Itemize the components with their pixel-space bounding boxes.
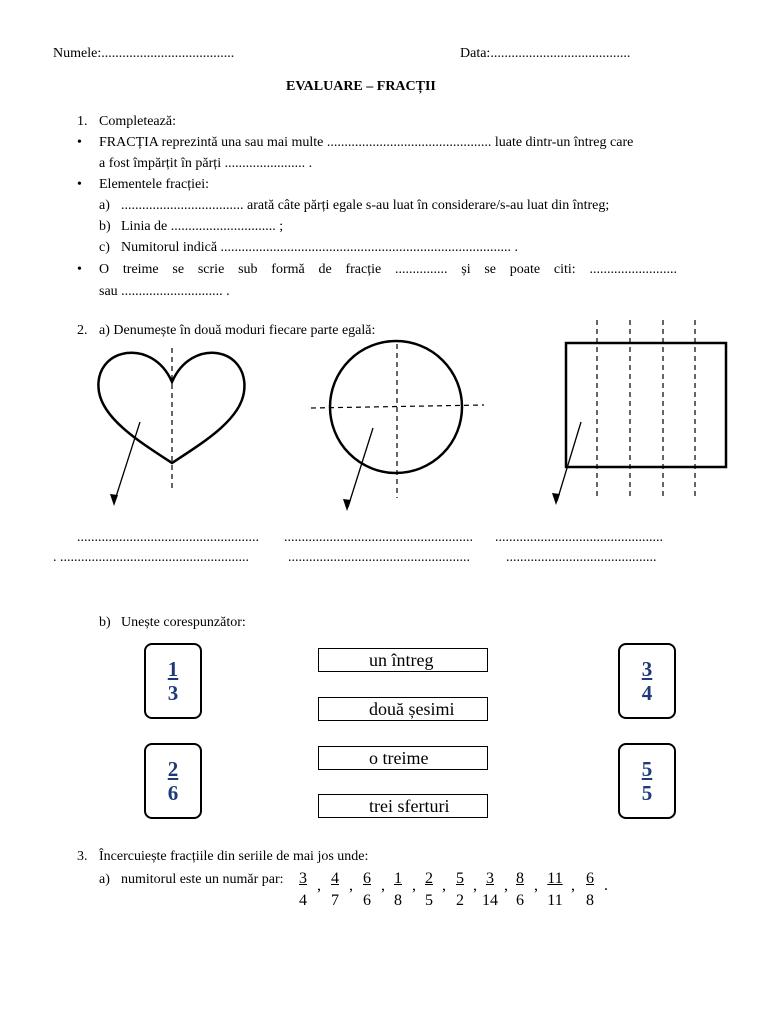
answer-line-1[interactable]: .................................................... — [77, 530, 259, 545]
date-field[interactable]: Data:........................................ — [460, 46, 631, 61]
q1-heading: Completează: — [99, 114, 176, 129]
rect-arrowhead — [552, 493, 560, 505]
series-fraction[interactable]: 5 2 — [456, 870, 464, 909]
fraction-card-three-fourths[interactable] — [618, 643, 676, 719]
heart-arrowhead — [110, 494, 118, 506]
series-fraction[interactable]: 1 8 — [394, 870, 402, 909]
series-separator: , — [504, 877, 508, 894]
series-separator: , — [571, 877, 575, 894]
q1-bullet-definition: • FRACȚIA reprezintă una sau mai multe ............................................... luate dintr-un întreg care — [99, 135, 633, 151]
fraction-denominator: 4 — [641, 681, 653, 705]
fraction-numerator: 1 — [167, 657, 179, 681]
series-fraction[interactable]: 2 5 — [425, 870, 433, 909]
series-end: . — [604, 877, 608, 894]
q1-item-c-text: Numitorul indică ................................................................................... . — [121, 240, 519, 255]
q1-definition-line2: a fost împărțit în părți ....................... . — [99, 156, 313, 171]
answer-line-6[interactable]: ........................................... — [506, 550, 657, 565]
series-separator: , — [534, 877, 538, 894]
q1-item-b-label: b) — [99, 219, 111, 234]
q1-bullet-third: • O treime se scrie sub formă de fracție ............... și se poate citi: ......................... — [99, 262, 677, 278]
series-separator: , — [317, 877, 321, 894]
fraction-numerator: 5 — [641, 757, 653, 781]
name-field[interactable]: Numele:...................................... — [53, 46, 235, 61]
fraction-numerator: 2 — [167, 757, 179, 781]
q2-a-text: a) Denumește în două moduri fiecare parte egală: — [99, 323, 376, 338]
series-separator: , — [412, 877, 416, 894]
series-fraction[interactable]: 4 7 — [331, 870, 339, 909]
series-fraction[interactable]: 6 8 — [586, 870, 594, 909]
fraction-card-one-third[interactable] — [144, 643, 202, 719]
q2-b-text: Unește corespunzător: — [121, 615, 246, 630]
q3-a-text: numitorul este un număr par: — [121, 872, 284, 887]
series-fraction[interactable]: 3 4 — [299, 870, 307, 909]
answer-line-5[interactable]: .................................................... — [288, 550, 470, 565]
series-separator: , — [473, 877, 477, 894]
answer-line-4[interactable]: . ...................................................... — [53, 550, 249, 565]
q1-item-a-text: ................................... arată câte părți egale s-au luat în considerare/s-au luat din întreg; — [121, 198, 610, 213]
fraction-denominator: 6 — [167, 781, 179, 805]
series-separator: , — [442, 877, 446, 894]
q2-b-label: b) — [99, 615, 111, 630]
page-title: EVALUARE – FRACȚII — [286, 79, 436, 94]
series-fraction[interactable]: 6 6 — [363, 870, 371, 909]
heart-arrow — [114, 422, 140, 503]
word-box-o-treime[interactable]: o treime — [318, 746, 488, 770]
word-box-un-intreg[interactable]: un întreg — [318, 648, 488, 672]
q1-item-a-label: a) — [99, 198, 110, 213]
series-fraction[interactable]: 11 11 — [547, 870, 563, 909]
series-fraction[interactable]: 3 14 — [482, 870, 498, 909]
fraction-numerator: 3 — [641, 657, 653, 681]
word-box-doua-sesimi[interactable]: două șesimi — [318, 697, 488, 721]
q3-heading: Încercuiește fracțiile din seriile de mai jos unde: — [99, 849, 369, 864]
q1-number: 1. — [77, 114, 88, 129]
fraction-denominator: 3 — [167, 681, 179, 705]
q1-item-b-text: Linia de .............................. ; — [121, 219, 284, 234]
fraction-card-two-sixths[interactable] — [144, 743, 202, 819]
fraction-denominator: 5 — [641, 781, 653, 805]
fraction-card-five-fifths[interactable] — [618, 743, 676, 819]
answer-line-3[interactable]: ................................................ — [495, 530, 663, 545]
series-separator: , — [349, 877, 353, 894]
q3-number: 3. — [77, 849, 88, 864]
word-box-trei-sferturi[interactable]: trei sferturi — [318, 794, 488, 818]
rectangle-shape — [566, 343, 726, 467]
series-separator: , — [381, 877, 385, 894]
series-fraction[interactable]: 8 6 — [516, 870, 524, 909]
answer-line-2[interactable]: ...................................................... — [284, 530, 473, 545]
q1-item-c-label: c) — [99, 240, 110, 255]
q1-bullet-elements: • Elementele fracției: — [99, 177, 209, 193]
q2-number: 2. — [77, 323, 88, 338]
circle-arrowhead — [343, 499, 351, 511]
rect-arrow — [557, 422, 581, 501]
q1-third-line2: sau ............................. . — [99, 284, 230, 299]
q3-a-label: a) — [99, 872, 110, 887]
